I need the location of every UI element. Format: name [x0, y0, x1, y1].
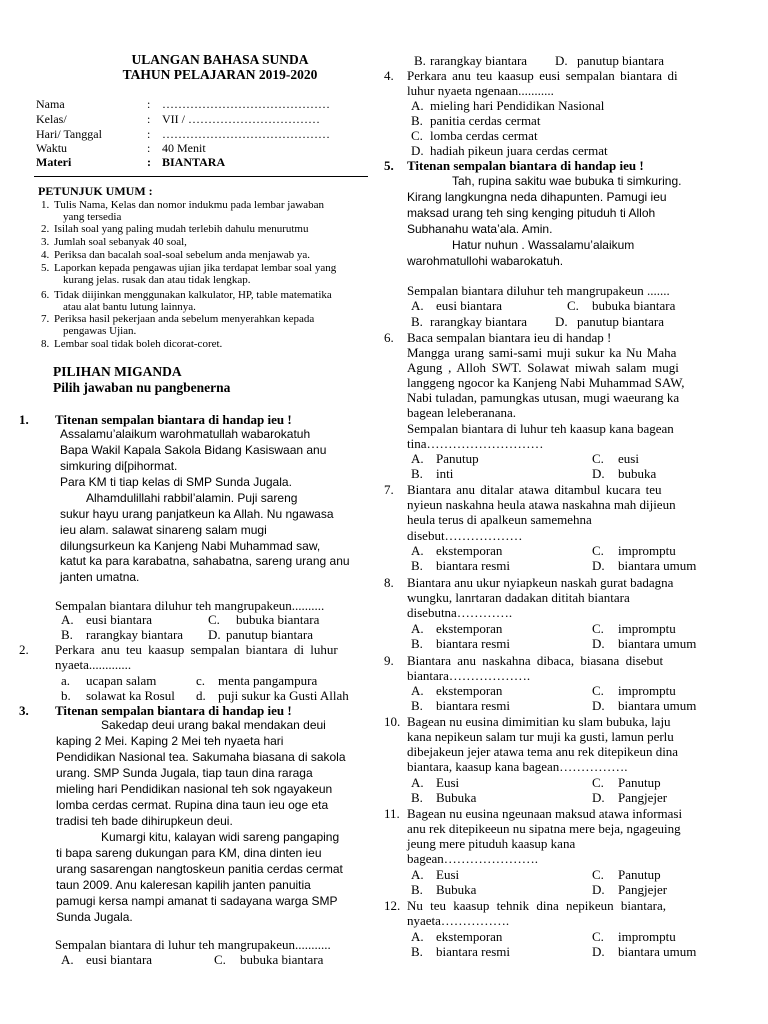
option-letter[interactable]: D.	[555, 314, 568, 329]
option-text[interactable]: mieling hari Pendidikan Nasional	[430, 98, 605, 113]
option-letter[interactable]: A.	[411, 867, 424, 882]
question-number: 11.	[384, 806, 400, 821]
passage-line: taun 2009. Anu kaleresan kapilih janten panuitia	[56, 878, 311, 892]
option-letter[interactable]: a.	[61, 673, 71, 688]
option-letter[interactable]: D.	[592, 698, 605, 713]
question-text-cont: luhur nyaeta ngenaan...........	[407, 83, 554, 98]
passage-line: ti bapa sareng dukungan para KM, dina dinten ieu	[56, 846, 322, 860]
list-item: Jumlah soal sebanyak 40 soal,	[54, 236, 187, 248]
passage-line: warohmatullohi wabarokatuh.	[407, 254, 564, 268]
label-kelas: Kelas/	[36, 112, 67, 126]
question-text-cont: heula terus di apalkeun samemehna	[407, 512, 592, 527]
option-text[interactable]: biantara umum	[618, 944, 697, 959]
list-item-number: 4.	[41, 249, 50, 261]
passage-line: Nabi tuladan, pamungkas utusan, mugi waeurang ka	[407, 390, 680, 405]
list-item-number: 5.	[41, 262, 50, 274]
question-text: Sempalan biantara diluhur teh mangrupakeun .......	[407, 283, 670, 298]
list-item: Laporkan kepada pengawas ujian jika terdapat lembar soal yang	[54, 262, 337, 274]
option-letter[interactable]: c.	[196, 673, 206, 688]
option-letter[interactable]: D.	[592, 944, 605, 959]
label-materi: Materi	[36, 155, 72, 169]
option-text[interactable]: panutup biantara	[577, 53, 664, 68]
option-letter[interactable]: D.	[208, 627, 221, 642]
field-waktu: 40 Menit	[162, 141, 206, 155]
question-text-cont: nyieun naskahna heula atawa naskahna mah dijieun	[407, 497, 676, 512]
option-letter[interactable]: B.	[411, 314, 423, 329]
list-item: Periksa hasil pekerjaan anda sebelum menyerahkan kepada	[54, 313, 315, 325]
option-text[interactable]: rarangkay biantara	[430, 53, 528, 68]
option-letter[interactable]: A.	[411, 451, 424, 466]
option-letter[interactable]: C.	[592, 683, 604, 698]
option-letter[interactable]: B.	[411, 558, 423, 573]
question-text: Perkara anu teu kaasup sempalan biantara di luhur	[55, 642, 338, 657]
question-text-cont: nyaeta.............	[55, 657, 132, 672]
option-text[interactable]: bubuka biantara	[236, 612, 320, 627]
passage-line: Sunda Jugala.	[56, 910, 133, 924]
exam-year: TAHUN PELAJARAN 2019-2020	[122, 67, 318, 82]
sep-hari: :	[147, 127, 151, 141]
question-number: 8.	[384, 575, 394, 590]
list-item-number: 2.	[41, 223, 50, 235]
option-letter[interactable]: C.	[411, 128, 423, 143]
question-stem: Titenan sempalan biantara di handap ieu !	[407, 158, 644, 173]
question-text: Biantara anu ukur nyiapkeun naskah gurat badagna	[407, 575, 674, 590]
option-letter[interactable]: D.	[592, 558, 605, 573]
question-number: 6.	[384, 330, 394, 345]
question-text-cont: kana nepikeun salam tur muji ka gusti, lamun perlu	[407, 729, 674, 744]
option-letter[interactable]: C.	[567, 298, 579, 313]
option-letter[interactable]: B.	[61, 627, 73, 642]
option-text[interactable]: impromptu	[618, 621, 676, 636]
option-text[interactable]: biantara resmi	[436, 636, 510, 651]
sep-nama: :	[147, 97, 151, 111]
list-item-cont: pengawas Ujian.	[63, 325, 137, 337]
label-nama: Nama	[36, 97, 65, 111]
list-item-cont: yang tersedia	[63, 211, 122, 223]
list-item-number: 8.	[41, 338, 50, 350]
passage-line: Hatur nuhun . Wassalamu’alaikum	[452, 238, 635, 252]
option-text[interactable]: eusi	[618, 451, 639, 466]
list-item-cont: atau alat bantu lutung lainnya.	[63, 301, 196, 313]
question-stem: Titenan sempalan biantara di handap ieu !	[55, 703, 292, 718]
question-number: 5.	[384, 158, 394, 173]
option-letter[interactable]: B.	[411, 882, 423, 897]
option-text[interactable]: ekstemporan	[436, 683, 503, 698]
option-text[interactable]: menta pangampura	[218, 673, 318, 688]
option-letter[interactable]: b.	[61, 688, 71, 703]
question-number: 7.	[384, 482, 394, 497]
passage-line: Pendidikan Nasional tea. Sakumaha biasana di sakola	[56, 750, 346, 764]
option-letter[interactable]: D.	[592, 790, 605, 805]
option-text[interactable]: biantara umum	[618, 698, 697, 713]
passage-line: Bapa Wakil Kapala Sakola Bidang Kasiswaan anu	[60, 443, 327, 457]
passage-line: Agung , Alloh SWT. Solawat miwah salam mugi	[407, 360, 679, 375]
option-text[interactable]: impromptu	[618, 929, 676, 944]
option-letter[interactable]: C.	[592, 775, 604, 790]
option-text[interactable]: impromptu	[618, 543, 676, 558]
option-letter[interactable]: B.	[411, 113, 423, 128]
question-text: Nu teu kaasup tehnik dina nepikeun biantara,	[407, 898, 667, 913]
option-text[interactable]: Eusi	[436, 775, 460, 790]
passage-line: mieling hari Pendidikan nasional teh sok ngayakeun	[56, 782, 333, 796]
option-text[interactable]: rarangkay biantara	[430, 314, 528, 329]
option-letter[interactable]: C.	[592, 929, 604, 944]
option-letter[interactable]: C.	[592, 543, 604, 558]
passage-line: Tah, rupina sakitu wae bubuka ti simkuring.	[452, 174, 682, 188]
option-text[interactable]: eusi biantara	[86, 612, 153, 627]
option-letter[interactable]: B.	[411, 636, 423, 651]
option-text[interactable]: panutup biantara	[577, 314, 664, 329]
option-text[interactable]: biantara resmi	[436, 698, 510, 713]
option-letter[interactable]: C.	[592, 867, 604, 882]
option-letter[interactable]: A.	[411, 98, 424, 113]
option-letter[interactable]: D.	[592, 882, 605, 897]
option-letter[interactable]: C.	[592, 621, 604, 636]
option-letter[interactable]: D.	[592, 636, 605, 651]
passage-line: Sakedap deui urang bakal mendakan deui	[101, 718, 326, 732]
passage-line: bagean leleberanana.	[407, 405, 516, 420]
passage-line: janten umatna.	[60, 570, 140, 584]
list-item: Isilah soal yang paling mudah terlebih dahulu menurutmu	[54, 223, 309, 235]
question-text-cont: jeung mere pituduh kaasup kana	[407, 836, 576, 851]
question-text: Biantara anu ditalar atawa ditambul kucara teu	[407, 482, 662, 497]
question-text: Sempalan biantara di luhur teh mangrupakeun...........	[55, 937, 331, 952]
passage-line: simkuring di[pihormat.	[60, 459, 178, 473]
list-item: Periksa dan bacalah soal-soal sebelum anda menjawab ya.	[54, 249, 310, 261]
option-text[interactable]: eusi biantara	[86, 952, 153, 967]
question-number: 12.	[384, 898, 401, 913]
option-text[interactable]: bubuka biantara	[240, 952, 324, 967]
question-number: 1.	[19, 412, 29, 427]
question-text: Baca sempalan biantara ieu di handap !	[407, 330, 612, 345]
passage-line: Sempalan biantara di luhur teh kaasup kana bagean	[407, 421, 674, 436]
option-text[interactable]: ekstemporan	[436, 543, 503, 558]
list-item: Tulis Nama, Kelas dan nomor indukmu pada lembar jawaban	[54, 199, 324, 211]
section-subtitle: Pilih jawaban nu pangbenerna	[53, 380, 231, 395]
option-text[interactable]: Bubuka	[436, 882, 477, 897]
option-letter[interactable]: B.	[411, 466, 423, 481]
option-letter[interactable]: A.	[411, 929, 424, 944]
option-text[interactable]: panitia cerdas cermat	[430, 113, 541, 128]
question-text: Biantara anu naskahna dibaca, biasana disebut	[407, 653, 664, 668]
option-letter[interactable]: A.	[411, 775, 424, 790]
passage-line: tina………………………	[407, 436, 544, 451]
option-text[interactable]: ucapan salam	[86, 673, 157, 688]
option-text[interactable]: Panutup	[618, 775, 661, 790]
label-hari: Hari/ Tanggal	[36, 127, 102, 141]
passage-line: tradisi teh bade dihirupkeun deui.	[56, 814, 233, 828]
option-letter[interactable]: D.	[555, 53, 568, 68]
question-text-cont: bagean………………….	[407, 851, 539, 866]
option-text[interactable]: bubuka biantara	[592, 298, 676, 313]
option-text[interactable]: biantara umum	[618, 636, 697, 651]
option-text[interactable]: Eusi	[436, 867, 460, 882]
question-text-cont: biantara……………….	[407, 668, 531, 683]
label-waktu: Waktu	[36, 141, 68, 155]
option-letter[interactable]: B.	[411, 944, 423, 959]
option-text[interactable]: puji sukur ka Gusti Allah	[218, 688, 349, 703]
list-item-number: 3.	[41, 236, 50, 248]
field-kelas: VII / ……………………………	[162, 112, 320, 126]
field-hari: ……………………………………	[162, 127, 330, 141]
sep-waktu: :	[147, 141, 151, 155]
question-text: Bagean nu eusina dimimitian ku slam bubuka, laju	[407, 714, 671, 729]
passage-line: lomba cerdas cermat. Rupina dina taun ieu oge eta	[56, 798, 329, 812]
question-text-cont: disebut………………	[407, 528, 523, 543]
list-item-cont: kurang jelas. rusak dan atau tidak lengkap.	[63, 274, 251, 286]
question-number: 10.	[384, 714, 401, 729]
option-letter[interactable]: A.	[411, 683, 424, 698]
list-item: Lembar soal tidak boleh dicorat-coret.	[54, 338, 223, 350]
passage-line: urang sasarengan nangtoskeun panitia cerdas cermat	[56, 862, 343, 876]
option-letter[interactable]: B.	[414, 53, 426, 68]
sep-materi: :	[147, 155, 151, 169]
passage-line: kaping 2 Mei. Kaping 2 Mei teh nyaeta hari	[56, 734, 284, 748]
question-text: Sempalan biantara diluhur teh mangrupakeun..........	[55, 598, 325, 613]
list-item-number: 6.	[41, 289, 50, 301]
option-letter[interactable]: C.	[208, 612, 220, 627]
option-letter[interactable]: A.	[411, 543, 424, 558]
divider	[34, 176, 368, 177]
passage-line: urang. SMP Sunda Jugala, tiap taun dina raraga	[56, 766, 313, 780]
list-item: Tidak diijinkan menggunakan kalkulator, HP, table matematika	[54, 289, 332, 301]
option-text[interactable]: lomba cerdas cermat	[430, 128, 538, 143]
field-nama: ……………………………………	[162, 97, 330, 111]
question-text-cont: nyaeta…………….	[407, 913, 510, 928]
question-text-cont: biantara, kaasup kana bagean…………….	[407, 759, 628, 774]
question-number: 2.	[19, 642, 29, 657]
question-text: Perkara anu teu kaasup eusi sempalan biantara di	[407, 68, 678, 83]
option-letter[interactable]: B.	[411, 790, 423, 805]
passage-line: Para KM ti tiap kelas di SMP Sunda Jugala.	[60, 475, 292, 489]
section-title: PILIHAN MIGANDA	[53, 364, 182, 379]
question-number: 9.	[384, 653, 394, 668]
option-letter[interactable]: D.	[411, 143, 424, 158]
option-text[interactable]: Pangjejer	[618, 790, 668, 805]
sep-kelas: :	[147, 112, 151, 126]
option-text[interactable]: biantara resmi	[436, 558, 510, 573]
option-text[interactable]: bubuka	[618, 466, 657, 481]
passage-line: pamugi kersa nampi amanat ti sadayana warga SMP	[56, 894, 338, 908]
instructions-heading: PETUNJUK UMUM :	[38, 184, 153, 198]
list-item-number: 7.	[41, 313, 50, 325]
option-text[interactable]: ekstemporan	[436, 621, 503, 636]
option-letter[interactable]: A.	[411, 298, 424, 313]
option-text[interactable]: inti	[436, 466, 454, 481]
passage-line: Subhanahu wata’ala. Amin.	[407, 222, 553, 236]
passage-line: Alhamdulillahi rabbil’alamin. Puji sareng	[86, 491, 298, 505]
option-text[interactable]: Pangjejer	[618, 882, 668, 897]
question-text-cont: anu rek ditepikeeun nu sipatna mere beja, ngageuing	[407, 821, 681, 836]
passage-line: dilungsurkeun ka Kanjeng Nabi Muhammad saw,	[60, 539, 321, 553]
option-text[interactable]: Panutup	[618, 867, 661, 882]
option-text[interactable]: biantara umum	[618, 558, 697, 573]
question-number: 4.	[384, 68, 394, 83]
passage-line: Assalamu’alaikum warohmatullah wabarokatuh	[60, 427, 311, 441]
passage-line: maksad urang teh sing kenging pituduh ti Alloh	[407, 206, 656, 220]
question-stem: Titenan sempalan biantara di handap ieu !	[55, 412, 292, 427]
option-letter[interactable]: A.	[61, 952, 74, 967]
passage-line: Kumargi kitu, kalayan widi sareng pangaping	[101, 830, 340, 844]
option-text[interactable]: rarangkay biantara	[86, 627, 184, 642]
option-text[interactable]: hadiah pikeun juara cerdas cermat	[430, 143, 608, 158]
option-letter[interactable]: B.	[411, 698, 423, 713]
question-text-cont: wungku, lanrtaran dadakan dititah biantara	[407, 590, 630, 605]
option-letter[interactable]: C.	[592, 451, 604, 466]
passage-line: langgeng ngocor ka Kanjeng Nabi Muhammad SAW,	[407, 375, 685, 390]
exam-title: ULANGAN BAHASA SUNDA	[131, 52, 309, 67]
passage-line: Mangga urang sami-sami muji sukur ka Nu Maha	[407, 345, 677, 360]
question-text-cont: dibejakeun jejer atawa tema anu rek ditepikeun dina	[407, 744, 679, 759]
option-text[interactable]: biantara resmi	[436, 944, 510, 959]
option-text[interactable]: panutup biantara	[226, 627, 313, 642]
option-letter[interactable]: d.	[196, 688, 206, 703]
option-letter[interactable]: C.	[214, 952, 226, 967]
option-text[interactable]: ekstemporan	[436, 929, 503, 944]
field-materi: BIANTARA	[162, 155, 226, 169]
list-item-number: 1.	[41, 199, 50, 211]
passage-line: sukur hayu urang panjatkeun ka Allah. Nu ngawasa	[60, 507, 334, 521]
option-letter[interactable]: A.	[411, 621, 424, 636]
question-text: Bagean nu eusina ngeunaan maksud atawa informasi	[407, 806, 683, 821]
question-text-cont: disebutna………….	[407, 605, 513, 620]
passage-line: ieu alam. salawat sinareng salam mugi	[60, 523, 267, 537]
option-text[interactable]: solawat ka Rosul	[86, 688, 175, 703]
option-text[interactable]: eusi biantara	[436, 298, 503, 313]
question-number: 3.	[19, 703, 29, 718]
option-letter[interactable]: A.	[61, 612, 74, 627]
passage-line: Kirang langkungna neda dihapunten. Pamugi ieu	[407, 190, 667, 204]
passage-line: katut ka para karabatna, sahabatna, sareng urang anu	[60, 554, 350, 568]
option-text[interactable]: impromptu	[618, 683, 676, 698]
option-text[interactable]: Panutup	[436, 451, 479, 466]
option-text[interactable]: Bubuka	[436, 790, 477, 805]
option-letter[interactable]: D.	[592, 466, 605, 481]
